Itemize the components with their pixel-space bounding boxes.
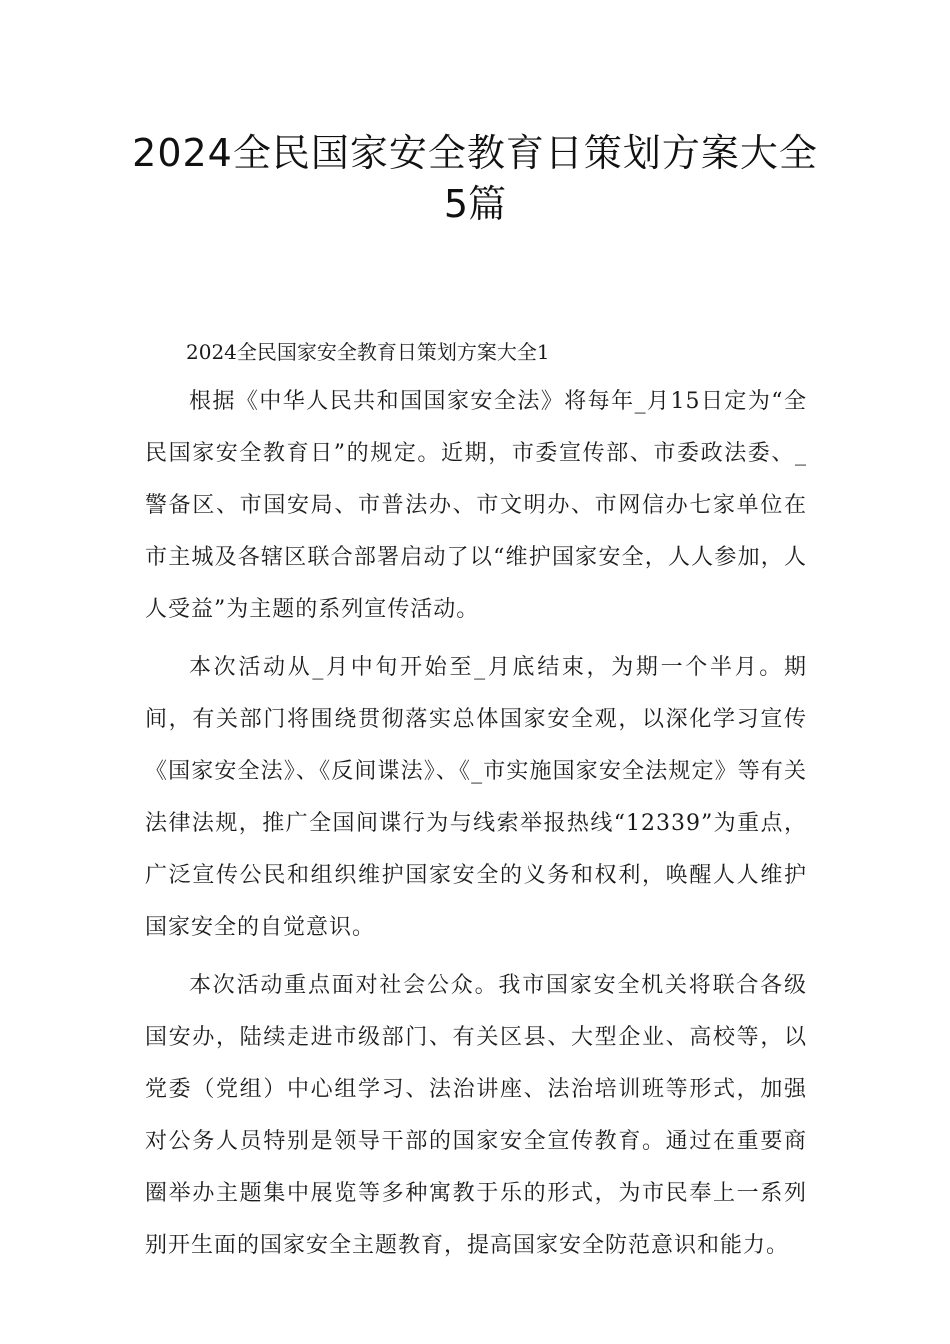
paragraph-3: 本次活动重点面对社会公众。我市国家安全机关将联合各级国安办，陆续走进市级部门、有关区县、大型企业、高校等，以党委（党组）中心组学习、法治讲座、法治培训班等形式，加强对公务人员特别是领导干部的国家安全宣传教育。通过在重要商圈举办主题集中展览等多种寓教于乐的形式，为市民奉上一系列别开生面的国家安全主题教育，提高国家安全防范意识和能力。 bbox=[145, 973, 807, 1258]
document-body bbox=[145, 376, 807, 1272]
paragraph-1: 根据《中华人民共和国国家安全法》将每年_月15日定为“全民国家安全教育日”的规定。近期，市委宣传部、市委政法委、_警备区、市国安局、市普法办、市文明办、市网信办七家单位在市主城及各辖区联合部署启动了以“维护国家安全，人人参加，人人受益”为主题的系列宣传活动。 bbox=[145, 389, 807, 622]
section-heading: 2024全民国家安全教育日策划方案大全1 bbox=[186, 340, 550, 364]
document-title-line-2: 5篇 bbox=[443, 182, 507, 226]
document-title-line-1: 2024全民国家安全教育日策划方案大全 bbox=[132, 131, 818, 175]
paragraph-2: 本次活动从_月中旬开始至_月底结束，为期一个半月。期间，有关部门将围绕贯彻落实总体国家安全观，以深化学习宣传《国家安全法》、《反间谍法》、《_市实施国家安全法规定》等有关法律法规，推广全国间谍行为与线索举报热线“12339”为重点，广泛宣传公民和组织维护国家安全的义务和权利，唤醒人人维护国家安全的自觉意识。 bbox=[145, 655, 807, 940]
